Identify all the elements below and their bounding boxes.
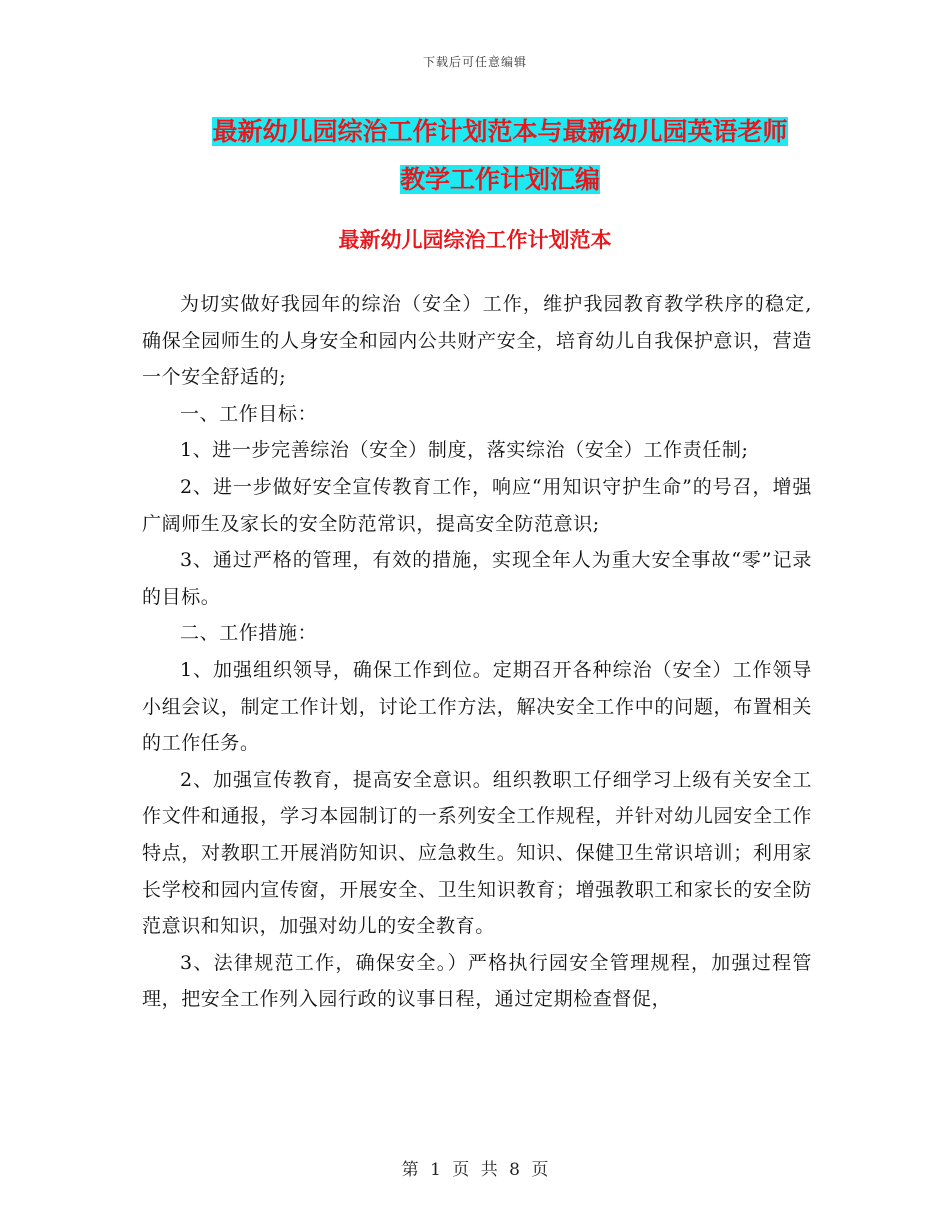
paragraph: 3、通过严格的管理，有效的措施，实现全年人为重大安全事故“零”记录的目标。 [142, 549, 812, 608]
paragraph: 一、工作目标： [180, 402, 318, 425]
document-title-line-1: 最新幼儿园综治工作计划范本与最新幼儿园英语老师 [212, 117, 788, 146]
paragraph: 2、进一步做好安全宣传教育工作，响应“用知识守护生命”的号召，增强广阔师生及家长的安全防范常识，提高安全防范意识; [142, 475, 812, 535]
paragraph: 1、进一步完善综治（安全）制度，落实综治（安全）工作责任制; [180, 439, 749, 462]
section-title: 最新幼儿园综治工作计划范本 [338, 228, 612, 252]
body-text [142, 286, 812, 1018]
paragraph: 2、加强宣传教育，提高安全意识。组织教职工仔细学习上级有关安全工作文件和通报，学习本园制订的一系列安全工作规程，并针对幼儿园安全工作特点，对教职工开展消防知识、应急救生。知识、保健卫生常识培训；利用家长学校和园内宣传窗，开展安全、卫生知识教育；增强教职工和家长的安全防范意识和知识，加强对幼儿的安全教育。 [142, 768, 812, 938]
paragraph: 3、法律规范工作，确保安全。）严格执行园安全管理规程，加强过程管理，把安全工作列入园行政的议事日程，通过定期检查督促， [142, 951, 812, 1011]
paragraph: 为切实做好我园年的综治（安全）工作，维护我园教育教学秩序的稳定,确保全园师生的人身安全和园内公共财产安全，培育幼儿自我保护意识，营造一个安全舒适的; [142, 293, 812, 389]
paragraph: 1、加强组织领导，确保工作到位。定期召开各种综治（安全）工作领导小组会议，制定工作计划，讨论工作方法，解决安全工作中的问题，布置相关的工作任务。 [142, 658, 812, 755]
document-title [190, 108, 810, 204]
header-note: 下载后可任意编辑 [422, 55, 527, 69]
page-footer: 第 1 页 共 8 页 [401, 1160, 549, 1180]
document-title-line-2: 教学工作计划汇编 [399, 165, 600, 194]
paragraph: 二、工作措施： [180, 622, 318, 645]
